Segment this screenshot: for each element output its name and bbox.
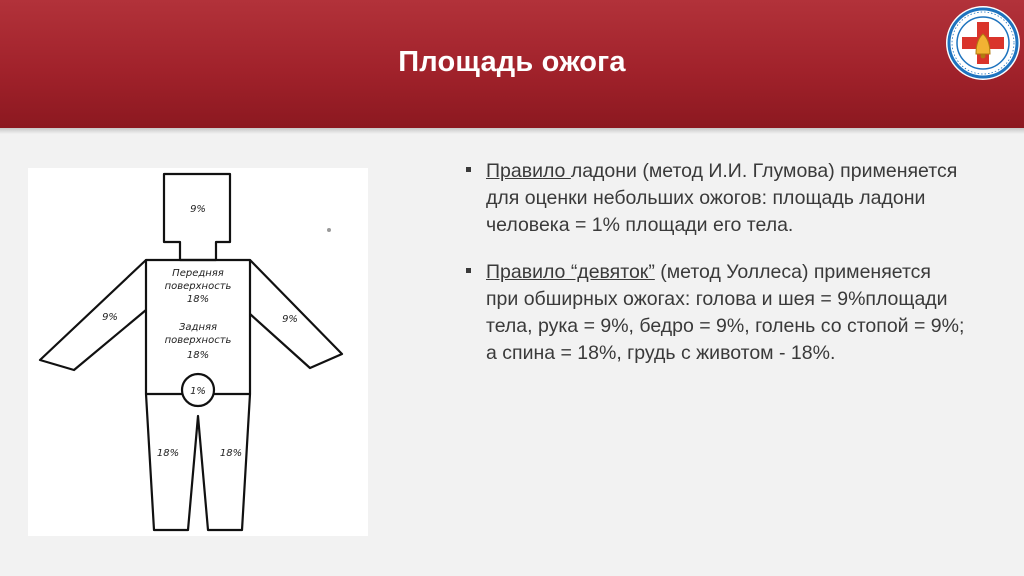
bullet-marker	[466, 268, 471, 273]
back-label-1: Задняя	[178, 322, 218, 333]
rules-text	[466, 158, 966, 387]
rule-of-nines-figure	[28, 168, 368, 536]
page-title: Площадь ожога	[398, 46, 626, 78]
right-leg-percent: 18%	[219, 448, 243, 459]
front-label-1: Передняя	[172, 268, 224, 279]
left-leg-percent: 18%	[156, 448, 180, 459]
front-label-2: поверхность	[164, 281, 232, 292]
bullet-nines-rule	[466, 259, 966, 367]
back-label-2: поверхность	[164, 335, 232, 346]
right-arm-percent: 9%	[282, 314, 298, 325]
front-percent: 18%	[186, 294, 210, 305]
nines-rule-body: (метод Уоллеса) применяется при обширных ожогах: голова и шея = 9%площади тела, рука = 9%, бедро = 9%, голень со стопой = 9%; а спина = 18%, грудь с животом - 18%.	[486, 261, 965, 364]
title-bar	[0, 0, 1024, 128]
medical-college-emblem-icon	[944, 4, 1022, 82]
bullet-palm-rule	[466, 158, 966, 239]
nines-rule-heading: Правило “девяток”	[486, 261, 655, 283]
head-percent: 9%	[190, 204, 206, 215]
bullet-marker	[466, 167, 471, 172]
palm-rule-body: ладони (метод И.И. Глумова) применяется для оценки небольших ожогов: площадь ладони человека = 1% площади его тела.	[486, 160, 958, 236]
decorative-dot	[327, 228, 331, 232]
palm-rule-heading: Правило	[486, 160, 571, 182]
groin-percent: 1%	[190, 386, 206, 397]
left-arm-percent: 9%	[102, 312, 118, 323]
back-percent: 18%	[186, 350, 210, 361]
header-shadow	[0, 128, 1024, 134]
body-diagram	[28, 168, 368, 536]
